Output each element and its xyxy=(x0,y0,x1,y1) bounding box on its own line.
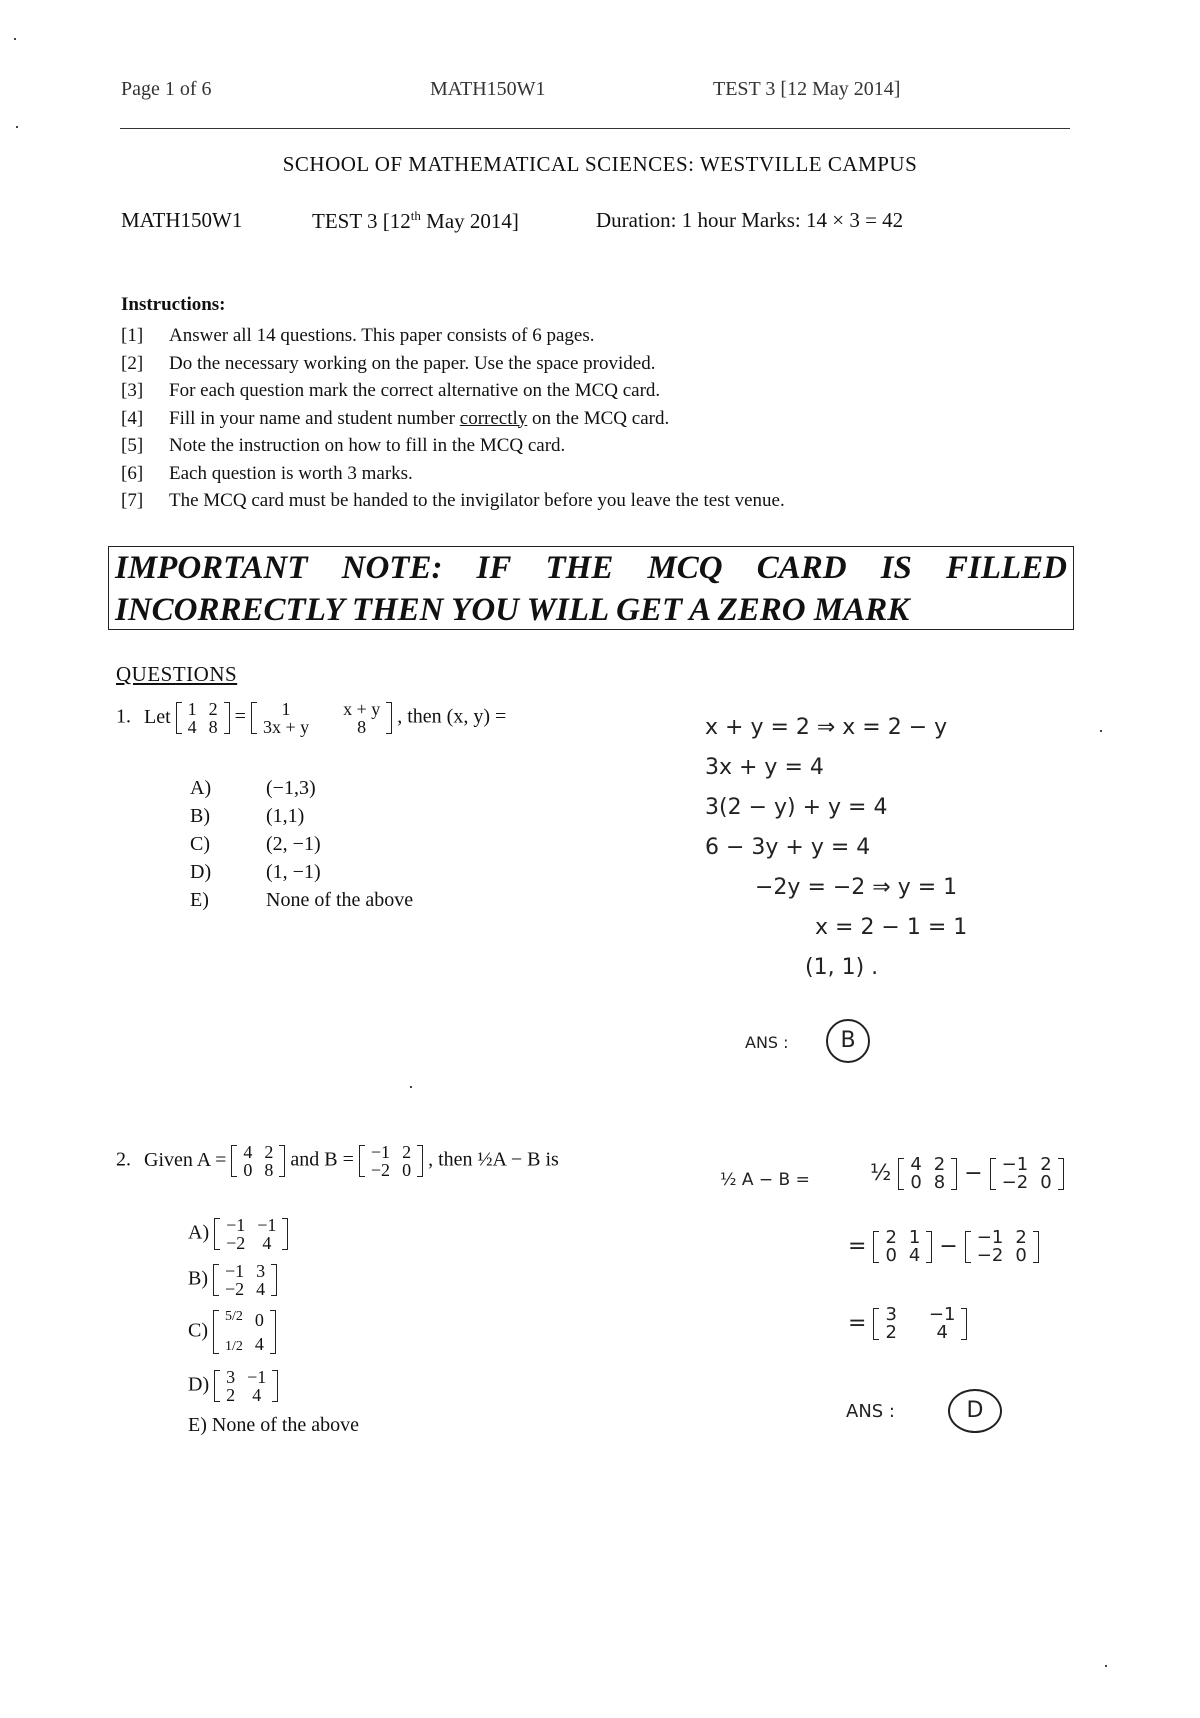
meta-course: MATH150W1 xyxy=(121,208,243,232)
matrix-cell: 2 xyxy=(208,699,218,719)
q2-and: and B = xyxy=(290,1148,354,1171)
note-word: IF xyxy=(476,550,512,586)
scan-speck xyxy=(1100,730,1102,732)
page-number: Page 1 of 6 xyxy=(121,78,212,100)
work-line: −2y = −2 ⇒ y = 1 xyxy=(755,875,958,900)
instruction-text-post: on the MCQ card. xyxy=(527,407,670,429)
note-word: FILLED xyxy=(945,550,1067,586)
question-2-stem xyxy=(116,1143,559,1179)
header-course: MATH150W1 xyxy=(430,78,546,100)
work-line: (1, 1) . xyxy=(805,955,879,980)
option-c xyxy=(188,1308,359,1368)
important-note-box xyxy=(108,546,1074,630)
instruction-emphasis: correctly xyxy=(459,407,528,429)
option-label: A) xyxy=(190,777,212,799)
work-equals: = xyxy=(848,1311,867,1336)
q1-let: Let xyxy=(144,705,171,728)
matrix-cell: 1/2 xyxy=(225,1339,243,1354)
note-word: MCQ xyxy=(647,550,723,586)
instruction-item xyxy=(121,350,785,378)
matrix-cell: −1 xyxy=(226,1215,246,1235)
questions-heading: QUESTIONS xyxy=(116,662,238,686)
instruction-num: [6] xyxy=(121,462,144,484)
instruction-text: Do the necessary working on the paper. Use the space provided. xyxy=(169,352,656,374)
matrix-cell: 4 xyxy=(254,1334,264,1354)
note-word: IS xyxy=(880,550,912,586)
instruction-item xyxy=(121,432,785,460)
answer-circle: D xyxy=(948,1389,1002,1433)
matrix-cell: 3 xyxy=(256,1261,266,1281)
option-matrix xyxy=(214,1368,278,1404)
question-number: 2. xyxy=(116,1148,131,1171)
option-c xyxy=(190,830,413,858)
matrix-cell: −2 xyxy=(1001,1172,1029,1193)
matrix-cell: 2 xyxy=(226,1385,236,1405)
matrix-cell: 0 xyxy=(402,1160,412,1180)
instruction-text: The MCQ card must be handed to the invigilator before you leave the test venue. xyxy=(169,490,785,511)
matrix-cell: 3 xyxy=(885,1304,897,1325)
question-1-options xyxy=(190,774,413,914)
matrix-cell: 2 xyxy=(1015,1227,1027,1248)
q1-then: , then (x, y) = xyxy=(397,705,507,728)
instruction-text: For each question mark the correct alternative on the MCQ card. xyxy=(169,380,661,401)
matrix-cell: 1 xyxy=(908,1227,921,1248)
instruction-item xyxy=(121,377,785,405)
note-word: THE xyxy=(545,550,614,586)
q2-work-row3 xyxy=(848,1306,967,1342)
matrix-cell: −2 xyxy=(370,1160,391,1180)
matrix-cell: 2 xyxy=(885,1227,897,1248)
matrix-cell: −1 xyxy=(225,1261,245,1281)
question-1-stem xyxy=(116,700,506,736)
matrix-cell: −2 xyxy=(226,1233,246,1253)
option-label: D) xyxy=(188,1373,210,1396)
note-word: CARD xyxy=(756,550,847,586)
work-half: ½ xyxy=(870,1161,892,1186)
option-label: D) xyxy=(190,861,212,883)
option-label: C) xyxy=(190,833,210,855)
matrix-cell: 8 xyxy=(208,717,218,737)
option-label: C) xyxy=(188,1319,208,1342)
meta-test-prefix: TEST 3 [12 xyxy=(312,209,411,233)
option-d xyxy=(188,1368,359,1414)
matrix-cell: −1 xyxy=(976,1227,1004,1248)
q2-matrix-b xyxy=(359,1143,423,1179)
option-text: (1,1) xyxy=(266,805,305,827)
instruction-item xyxy=(121,487,785,515)
work-matrix xyxy=(898,1156,957,1192)
matrix-cell: 0 xyxy=(885,1245,897,1266)
option-label: A) xyxy=(188,1221,210,1244)
matrix-cell: 5/2 xyxy=(225,1309,243,1324)
meta-test-sup: th xyxy=(410,208,421,223)
note-line-2: INCORRECTLY THEN YOU WILL GET A ZERO MARK xyxy=(115,592,910,628)
work-line: 6 − 3y + y = 4 xyxy=(705,835,871,860)
matrix-cell: −1 xyxy=(1001,1154,1029,1175)
instruction-num: [4] xyxy=(121,407,144,429)
instruction-num: [2] xyxy=(121,352,144,374)
q1-ans-label: ANS : xyxy=(745,1033,789,1052)
matrix-cell: 4 xyxy=(936,1322,948,1343)
matrix-cell: 2 xyxy=(264,1142,274,1162)
scan-speck xyxy=(1105,1665,1107,1667)
matrix-cell: −1 xyxy=(247,1367,267,1387)
work-line: 3(2 − y) + y = 4 xyxy=(705,795,888,820)
matrix-cell: 0 xyxy=(910,1172,922,1193)
scan-speck xyxy=(14,38,16,40)
instruction-text: Note the instruction on how to fill in the MCQ card. xyxy=(169,435,566,456)
matrix-cell: 2 xyxy=(402,1142,412,1162)
instructions-title: Instructions: xyxy=(121,294,226,315)
q1-equals: = xyxy=(234,705,246,728)
work-matrix xyxy=(873,1306,967,1342)
instruction-num: [5] xyxy=(121,435,144,456)
instruction-num: [1] xyxy=(121,325,144,346)
option-text: (2, −1) xyxy=(266,833,321,855)
option-label: B) xyxy=(190,805,210,827)
matrix-cell: x + y xyxy=(343,699,381,719)
matrix-cell: 0 xyxy=(1040,1172,1052,1193)
work-matrix xyxy=(990,1156,1064,1192)
q1-handwritten-working xyxy=(705,708,967,988)
answer-circle: B xyxy=(826,1019,870,1063)
option-text: (−1,3) xyxy=(266,777,316,799)
meta-test xyxy=(312,208,519,234)
header-test: TEST 3 [12 May 2014] xyxy=(713,78,901,100)
option-b xyxy=(188,1262,359,1308)
work-line: x + y = 2 ⇒ x = 2 − y xyxy=(705,715,948,740)
matrix-cell: 3x + y xyxy=(262,717,310,737)
matrix-cell: −2 xyxy=(976,1245,1004,1266)
option-matrix xyxy=(213,1308,276,1356)
matrix-cell: 4 xyxy=(262,1233,272,1253)
matrix-cell: 1 xyxy=(281,699,291,719)
matrix-cell: 2 xyxy=(933,1154,946,1175)
q1-answer-circle xyxy=(826,1019,870,1063)
matrix-cell: 2 xyxy=(1040,1154,1052,1175)
matrix-cell: 4 xyxy=(256,1279,266,1299)
q2-work-lhs: ½ A − B = xyxy=(720,1170,810,1190)
meta-test-suffix: May 2014] xyxy=(426,209,519,233)
q2-given: Given A = xyxy=(144,1148,227,1171)
option-d xyxy=(190,858,413,886)
work-line: x = 2 − 1 = 1 xyxy=(815,915,968,940)
work-equals: = xyxy=(848,1234,867,1259)
note-word: NOTE: xyxy=(341,550,443,586)
q1-matrix-right xyxy=(251,700,392,736)
q2-matrix-a xyxy=(231,1143,285,1179)
instructions-list xyxy=(121,322,785,515)
option-a xyxy=(188,1216,359,1262)
instruction-num: [3] xyxy=(121,380,144,401)
scan-speck xyxy=(410,1086,412,1088)
instruction-text-pre: Fill in your name and student number xyxy=(169,407,460,429)
instruction-num: [7] xyxy=(121,490,144,511)
question-number: 1. xyxy=(116,705,131,728)
matrix-cell: 0 xyxy=(254,1310,264,1330)
option-matrix xyxy=(213,1262,277,1298)
option-label: B) xyxy=(188,1267,208,1290)
option-e: E) None of the above xyxy=(188,1414,360,1436)
q2-then: , then ½A − B is xyxy=(428,1148,559,1171)
q1-matrix-left xyxy=(176,700,230,736)
option-e xyxy=(190,886,413,914)
matrix-cell: 1 xyxy=(187,699,197,719)
matrix-cell: 4 xyxy=(908,1245,921,1266)
q2-work-row2 xyxy=(848,1229,1039,1265)
matrix-cell: 2 xyxy=(885,1322,897,1343)
matrix-cell: −1 xyxy=(257,1215,277,1235)
matrix-cell: 4 xyxy=(243,1142,253,1162)
matrix-cell: 4 xyxy=(252,1385,262,1405)
instruction-item xyxy=(121,322,785,350)
matrix-cell: 3 xyxy=(226,1367,236,1387)
note-line-1 xyxy=(115,547,1067,589)
instruction-text: Answer all 14 questions. This paper consists of 6 pages. xyxy=(169,325,595,346)
matrix-cell: −1 xyxy=(370,1142,391,1162)
work-line: 3x + y = 4 xyxy=(705,755,824,780)
matrix-cell: 8 xyxy=(933,1172,946,1193)
work-minus: − xyxy=(939,1234,958,1259)
matrix-cell: 0 xyxy=(1015,1245,1027,1266)
matrix-cell: −1 xyxy=(928,1304,956,1325)
matrix-cell: 4 xyxy=(187,717,197,737)
matrix-cell: −2 xyxy=(225,1279,245,1299)
q2-answer-circle xyxy=(948,1389,1002,1433)
option-text: (1, −1) xyxy=(266,861,321,883)
meta-duration: Duration: 1 hour Marks: 14 × 3 = 42 xyxy=(596,208,904,232)
question-2-options xyxy=(188,1216,359,1437)
option-b xyxy=(190,802,413,830)
option-text: None of the above xyxy=(266,889,414,911)
header-rule xyxy=(120,128,1070,129)
matrix-cell: 0 xyxy=(243,1160,253,1180)
work-minus: − xyxy=(964,1161,983,1186)
option-matrix xyxy=(214,1216,288,1252)
note-word: IMPORTANT xyxy=(115,550,308,586)
scan-speck xyxy=(16,126,18,128)
option-label: E) xyxy=(190,889,209,911)
instruction-text: Each question is worth 3 marks. xyxy=(169,462,413,484)
q2-ans-label: ANS : xyxy=(846,1401,895,1422)
matrix-cell: 8 xyxy=(357,717,367,737)
instruction-item xyxy=(121,460,785,488)
q2-work-row1 xyxy=(870,1156,1064,1192)
matrix-cell: 8 xyxy=(264,1160,274,1180)
instruction-item xyxy=(121,405,785,433)
school-title: SCHOOL OF MATHEMATICAL SCIENCES: WESTVILLE CAMPUS xyxy=(282,152,918,176)
work-matrix xyxy=(873,1229,932,1265)
option-a xyxy=(190,774,413,802)
matrix-cell: 4 xyxy=(910,1154,922,1175)
work-matrix xyxy=(965,1229,1039,1265)
